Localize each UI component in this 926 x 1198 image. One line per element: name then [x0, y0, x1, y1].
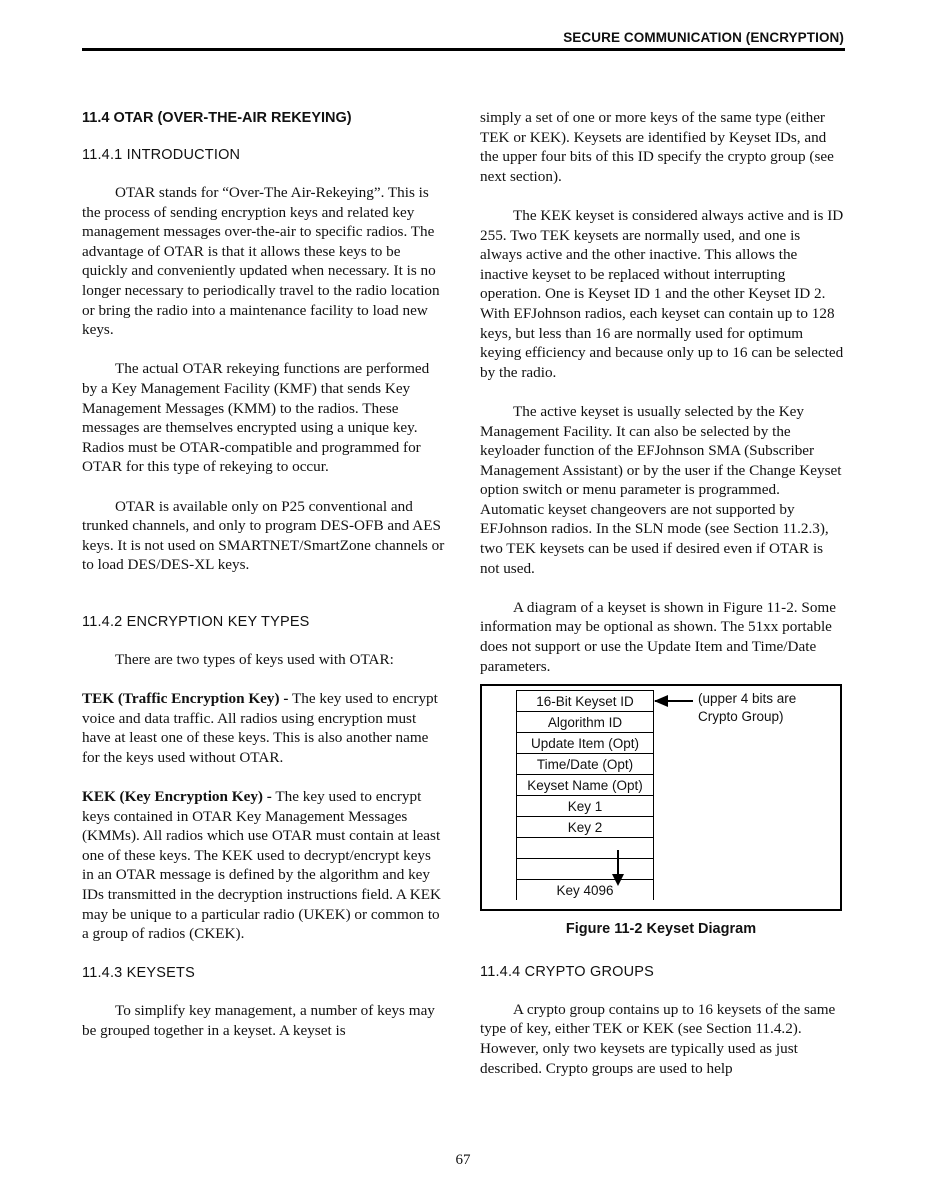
section-heading: 11.4 OTAR (OVER-THE-AIR REKEYING): [82, 110, 352, 126]
paragraph: There are two types of keys used with OTAR:: [115, 650, 394, 668]
crypto-group-note: [698, 690, 796, 726]
definition-text: The key used to encrypt keys contained in OTAR Key Management Messages (KMMs). All radios which use OTAR must contain at least one of these keys. The KEK used to decrypt/encrypt keys in an OTAR message is defined by the algorithm and key IDs transmitted in the decryption instructions field. A KEK may be unique to a particular radio (UKEK) or common to a group of radios (CKEK).: [82, 788, 441, 943]
paragraph: The KEK keyset is considered always active and is ID 255. Two TEK keysets are normally used, and one is always active and the other inactive. This allows the inactive keyset to be replaced without interrupting operation. One is Keyset ID 1 and the other Keyset ID 2. With EFJohnson radios, each keyset can contain up to 128 keys, but less than 16 are normally used for optimum keying efficiency and because only up to 16 can be selected by the radio.: [480, 206, 844, 381]
paragraph: A crypto group contains up to 16 keysets of the same type of key, either TEK or KEK (see Section 11.4.2). However, only two keysets are typically used as just described. Crypto groups are used to help: [480, 1000, 836, 1077]
field-empty: [516, 837, 654, 858]
subsection-heading-key-types: 11.4.2 ENCRYPTION KEY TYPES: [82, 613, 310, 630]
left-arrow-icon: [654, 695, 668, 707]
field-time-date: Time/Date (Opt): [516, 753, 654, 774]
field-key-1: Key 1: [516, 795, 654, 816]
field-empty: [516, 858, 654, 879]
paragraph: The active keyset is usually selected by the Key Management Facility. It can also be selected by the keyloader function of the EFJohnson SMA (Subscriber Management Assistant) or by the user if the Change Keyset option switch or menu parameter is programmed. Automatic keyset changeovers are not supported by EFJohnson radios. In the SLN mode (see Section 11.2.3), two TEK keysets can be used if desired even if OTAR is not used.: [480, 402, 842, 577]
definition-kek: [82, 787, 446, 944]
note-line: (upper 4 bits are: [698, 691, 797, 707]
right-column: [480, 108, 844, 1098]
figure-caption: Figure 11-2 Keyset Diagram: [565, 921, 757, 938]
left-column: [82, 108, 446, 1060]
keyset-diagram: [480, 684, 842, 911]
paragraph: simply a set of one or more keys of the same type (either TEK or KEK). Keysets are identified by Keyset IDs, and the upper four bits of this ID specify the crypto group (see next section).: [480, 109, 834, 185]
note-line: Crypto Group): [698, 709, 784, 725]
subsection-heading-introduction: 11.4.1 INTRODUCTION: [82, 147, 241, 163]
field-key-2: Key 2: [516, 816, 654, 837]
paragraph: A diagram of a keyset is shown in Figure 11-2. Some information may be optional as shown. The 51xx portable does not support or use the Update Item and Time/Date parameters.: [480, 598, 836, 675]
keyset-field-stack: [516, 690, 654, 900]
page-number: 67: [455, 1152, 471, 1168]
field-keyset-id: 16-Bit Keyset ID: [516, 690, 654, 711]
field-update-item: Update Item (Opt): [516, 732, 654, 753]
running-header: SECURE COMMUNICATION (ENCRYPTION): [563, 30, 844, 45]
paragraph: To simplify key management, a number of keys may be grouped together in a keyset. A keyset is: [82, 1002, 435, 1039]
paragraph: OTAR is available only on P25 conventional and trunked channels, and only to program DES-OFB and AES keys. It is not used on SMARTNET/SmartZone channels or to load DES/DES-XL keys.: [82, 497, 445, 574]
subsection-heading-keysets: 11.4.3 KEYSETS: [82, 965, 195, 982]
field-key-4096: Key 4096: [516, 879, 654, 900]
paragraph: OTAR stands for “Over-The Air-Rekeying”. This is the process of sending encryption keys and related key management messages over-the-air to specific radios. The advantage of OTAR is that it allows these keys to be quickly and conveniently updated when necessary. It is no longer necessary to periodically travel to the radio location or bring the radio into a maintenance facility to load new keys.: [82, 184, 440, 339]
field-keyset-name: Keyset Name (Opt): [516, 774, 654, 795]
definition-tek: [82, 689, 446, 767]
definition-text: The key used to encrypt voice and data traffic. All radios using encryption must have at least one of these keys. This is also another name for the keys used without OTAR.: [82, 690, 438, 766]
paragraph: The actual OTAR rekeying functions are performed by a Key Management Facility (KMF) that sends Key Management Messages (KMM) to the radios. These messages are themselves encrypted using a unique key. Radios must be OTAR-compatible and programmed for OTAR for this type of rekeying to occur.: [82, 360, 430, 476]
down-arrow-shaft: [617, 850, 619, 876]
header-rule: [82, 48, 845, 51]
field-algorithm-id: Algorithm ID: [516, 711, 654, 732]
term-kek: KEK (Key Encryption Key) -: [82, 788, 272, 806]
term-tek: TEK (Traffic Encryption Key) -: [82, 690, 289, 708]
subsection-heading-crypto-groups: 11.4.4 CRYPTO GROUPS: [480, 963, 655, 980]
down-arrow-icon: [612, 874, 624, 886]
